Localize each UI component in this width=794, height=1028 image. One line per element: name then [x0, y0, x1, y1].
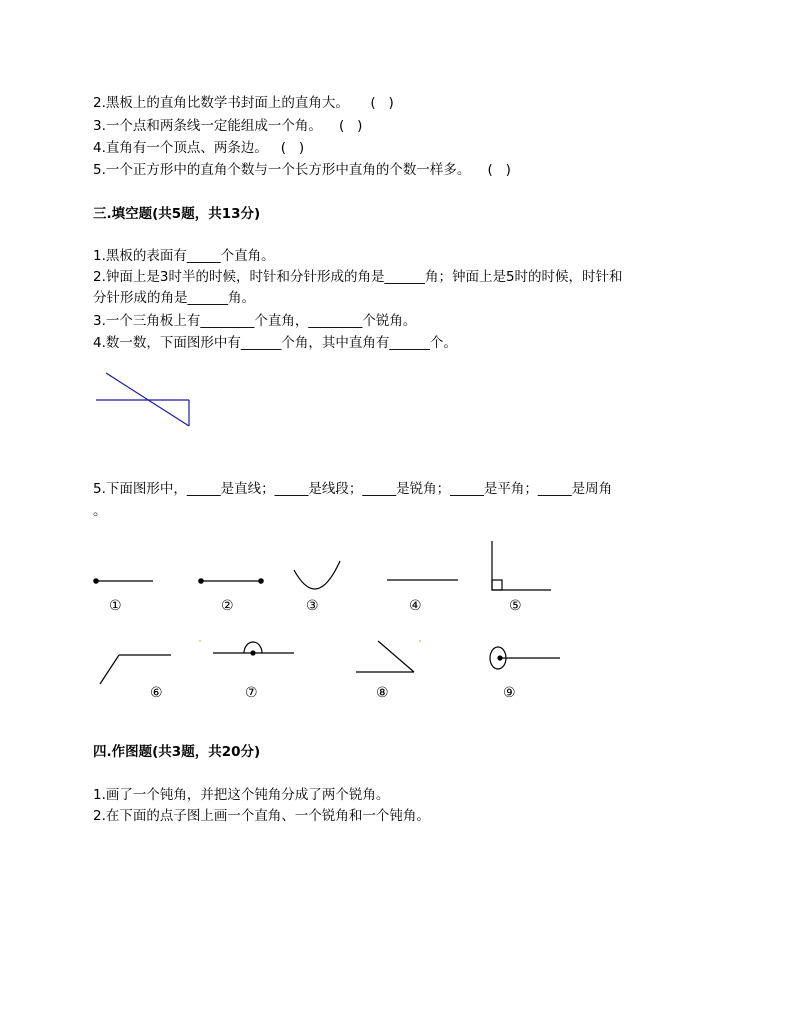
drawing-question-1: 1.画了一个钝角，并把这个钝角分成了两个锐角。 [93, 787, 390, 803]
figure-label-5: ⑤ [509, 598, 522, 614]
figure-label-4: ④ [409, 598, 422, 614]
figure-label-6: ⑥ [150, 685, 163, 701]
fill-question-2-line2: 分针形成的角是______角。 [93, 290, 255, 306]
judge-question-4: 4.直角有一个顶点、两条边。 ( ) [93, 140, 305, 156]
section-heading-fill-blank: 三.填空题(共5题，共13分) [93, 206, 261, 222]
judge-question-2: 2.黑板上的直角比数学书封面上的直角大。 ( ) [93, 95, 394, 111]
drawing-question-2: 2.在下面的点子图上画一个直角、一个锐角和一个钝角。 [93, 808, 430, 824]
section-heading-drawing: 四.作图题(共3题，共20分) [93, 744, 261, 760]
figure-2-segment [199, 579, 263, 583]
judge-question-5: 5.一个正方形中的直角个数与一个长方形中直角的个数一样多。 ( ) [93, 162, 511, 178]
figure-7-straight-angle [213, 642, 294, 655]
figure-5-right-angle [492, 541, 551, 590]
fill-question-1: 1.黑板的表面有_____个直角。 [93, 248, 275, 264]
fill-question-5-line2: 。 [93, 503, 107, 519]
stray-dot-mark [199, 640, 201, 642]
judge-question-3: 3.一个点和两条线一定能组成一个角。 ( ) [93, 118, 363, 134]
figure-label-1: ① [109, 598, 122, 614]
figure-label-3: ③ [306, 598, 319, 614]
figure-label-8: ⑧ [376, 685, 389, 701]
figure-3-curve [294, 561, 340, 589]
figure-label-2: ② [221, 598, 234, 614]
figure-6-obtuse-angle [100, 655, 171, 684]
figure-label-7: ⑦ [245, 685, 258, 701]
figure-1-ray [94, 579, 153, 583]
fill-question-5-line1: 5.下面图形中，_____是直线；_____是线段；_____是锐角；_____是平角；_____是周角 [93, 481, 613, 497]
fill-question-2-line1: 2.钟面上是3时半的时候，时针和分针形成的角是______角；钟面上是5时的时候，时针和 [93, 269, 623, 285]
fill-question-4: 4.数一数，下面图形中有______个角，其中直角有______个。 [93, 335, 457, 351]
figure-label-9: ⑨ [503, 685, 516, 701]
figure-9-full-angle [490, 647, 560, 669]
stray-dot-mark [419, 640, 421, 642]
fill-question-3: 3.一个三角板上有________个直角，________个锐角。 [93, 313, 417, 329]
figure-8-acute-angle [356, 641, 414, 672]
